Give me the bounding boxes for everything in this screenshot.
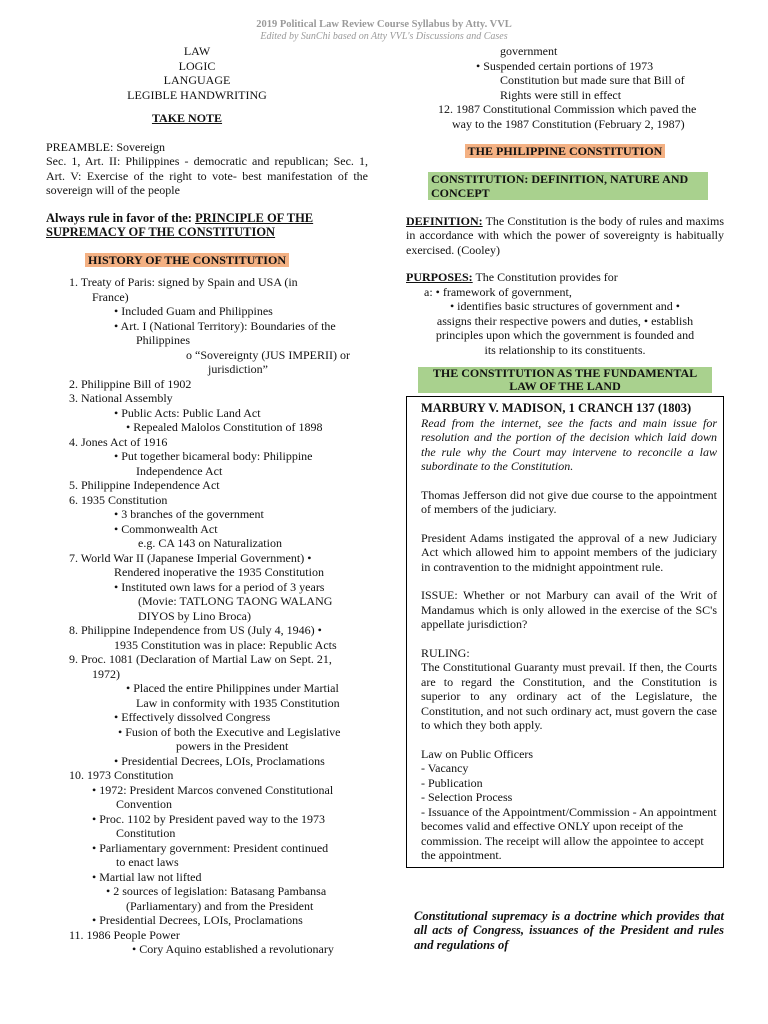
public-officers-label: Law on Public Officers — [421, 746, 534, 761]
continuation-line: government — [500, 44, 558, 58]
definition-label: DEFINITION: — [406, 213, 483, 228]
history-line: e.g. CA 143 on Naturalization — [138, 536, 282, 550]
purposes-line: a: • framework of government, — [424, 284, 572, 299]
purposes-list — [406, 285, 724, 358]
history-line: Constitution — [116, 826, 176, 840]
history-line: • Presidential Decrees, LOIs, Proclamations — [92, 913, 303, 927]
purposes-line: assigns their respective powers and duties, • establish — [436, 313, 694, 328]
purposes-label: PURPOSES: — [406, 270, 473, 284]
purposes-line: • identifies basic structures of government and • — [449, 299, 680, 313]
intro-item: LANGUAGE — [163, 73, 231, 87]
history-line: • Public Acts: Public Land Act — [114, 405, 261, 420]
history-line: 1. Treaty of Paris: signed by Spain and USA (in — [69, 275, 298, 289]
continuation-list — [406, 44, 724, 131]
history-line: 1935 Constitution was in place: Republic Acts — [114, 637, 337, 652]
purposes-paragraph — [406, 270, 724, 285]
case-issue: ISSUE: Whether or not Marbury can avail of the Writ of Mandamus which is only allowed in the exercise of the SC's appellate jurisdiction? — [421, 588, 717, 631]
document-header-subtitle: Edited by SunChi based on Atty VVL's Discussions and Cases — [260, 31, 508, 42]
history-line: 5. Philippine Independence Act — [69, 478, 220, 492]
history-line: • Fusion of both the Executive and Legislative — [118, 724, 341, 739]
history-line: 7. World War II (Japanese Imperial Government) • — [69, 550, 312, 565]
history-line: • Commonwealth Act — [114, 521, 218, 536]
marbury-case-box — [406, 396, 724, 868]
case-facts-1: Thomas Jefferson did not give due course to the appointment of members of the judiciary. — [421, 487, 717, 516]
fundamental-law-heading: THE CONSTITUTION AS THE FUNDAMENTAL LAW OF THE LAND — [418, 367, 712, 393]
history-line: • Placed the entire Philippines under Martial — [126, 681, 339, 695]
history-line: jurisdiction” — [208, 362, 268, 376]
case-title: MARBURY V. MADISON, 1 CRANCH 137 (1803) — [421, 401, 692, 415]
history-line: 11. 1986 People Power — [69, 927, 180, 942]
public-officers-item: - Selection Process — [421, 790, 513, 804]
public-officers-item: - Publication — [421, 775, 483, 790]
continuation-line: 12. 1987 Constitutional Commission which paved the — [438, 102, 697, 116]
history-line: (Parliamentary) and from the President — [126, 898, 314, 913]
public-officers-item: - Vacancy — [421, 761, 469, 775]
history-line: • Put together bicameral body: Philippine — [114, 449, 313, 463]
philippine-constitution-heading: THE PHILIPPINE CONSTITUTION — [465, 144, 666, 158]
history-line: o “Sovereignty (JUS IMPERII) or — [186, 347, 350, 362]
history-line: Philippines — [136, 333, 191, 347]
intro-item: LOGIC — [178, 58, 216, 73]
history-line: to enact laws — [116, 855, 179, 869]
supremacy-principle: PRINCIPLE OF THE SUPREMACY OF THE CONSTITUTION — [46, 210, 314, 239]
case-note: Read from the internet, see the facts and main issue for resolution and the portion of the decision which laid down the rule why the Court may intervene to reconcile a law subordinate to the Constitution. — [421, 415, 717, 473]
history-line: France) — [92, 289, 129, 304]
continuation-line: way to the 1987 Constitution (February 2, 1987) — [452, 116, 685, 131]
history-line: • 3 branches of the government — [114, 507, 264, 521]
take-note-heading: TAKE NOTE — [151, 111, 223, 125]
history-line: DIYOS by Lino Broca) — [138, 608, 251, 623]
right-column — [406, 44, 724, 952]
history-line: Law in conformity with 1935 Constitution — [136, 695, 340, 710]
preamble-text: Sec. 1, Art. II: Philippines - democratic and republican; Sec. 1, Art. V: Exercise of the right to vote- best manifestation of the sovereign will of the people — [46, 154, 368, 197]
history-line: 9. Proc. 1081 (Declaration of Martial Law on Sept. 21, — [69, 652, 332, 666]
history-line: Convention — [116, 797, 172, 811]
history-line: powers in the President — [176, 739, 289, 753]
history-line: • Martial law not lifted — [92, 869, 202, 884]
history-line: (Movie: TATLONG TAONG WALANG — [138, 594, 333, 608]
history-line: 1972) — [92, 666, 120, 681]
definition-text: The Constitution is the body of rules and maxims in accordance with which the power of sovereignty is habitually exercised. (Cooley) — [406, 213, 724, 257]
history-line: 6. 1935 Constitution — [69, 492, 168, 507]
history-line: • Parliamentary government: President continued — [92, 840, 329, 855]
definition-paragraph — [406, 214, 724, 258]
history-line: 10. 1973 Constitution — [69, 768, 174, 782]
history-line: • Repealed Malolos Constitution of 1898 — [126, 420, 323, 434]
public-officers-issuance: - Issuance of the Appointment/Commission - An appointment becomes valid and effective ONLY upon receipt of the commission. The receipt will allow the appointee to accept the appointment. — [421, 804, 717, 862]
preamble-label: PREAMBLE: Sovereign — [46, 139, 165, 154]
intro-item: LEGIBLE HANDWRITING — [127, 87, 267, 102]
continuation-line: Rights were still in effect — [500, 87, 622, 102]
constitutional-supremacy-text: Constitutional supremacy is a doctrine which provides that all acts of Congress, issuances of the President and rules and regulations of — [414, 908, 724, 952]
history-line: • Proc. 1102 by President paved way to the 1973 — [92, 811, 326, 826]
case-ruling: The Constitutional Guaranty must prevail. If then, the Courts are to regard the Constitution, and the Constitution is superior to any ordinary act of the Legislature, the Constitution, and not such ordinary act, must govern the case to which they both apply. — [421, 660, 717, 732]
history-line: 3. National Assembly — [69, 391, 173, 405]
history-line: Rendered inoperative the 1935 Constitution — [114, 565, 324, 579]
history-line: 8. Philippine Independence from US (July 4, 1946) • — [69, 623, 322, 637]
history-line: • 2 sources of legislation: Batasang Pambansa — [106, 884, 327, 898]
purposes-line: its relationship to its constituents. — [484, 342, 646, 357]
ruling-label: RULING: — [421, 645, 470, 660]
history-line: • Effectively dissolved Congress — [114, 710, 271, 724]
intro-list — [26, 44, 368, 102]
always-rule-prefix: Always rule in favor of the: — [46, 210, 196, 225]
left-column — [46, 44, 368, 957]
history-line: • 1972: President Marcos convened Constitutional — [92, 782, 334, 797]
history-heading: HISTORY OF THE CONSTITUTION — [85, 253, 289, 267]
history-line: 4. Jones Act of 1916 — [69, 434, 168, 449]
history-line: • Included Guam and Philippines — [114, 304, 273, 318]
history-line: Independence Act — [136, 463, 223, 478]
case-facts-2: President Adams instigated the approval of a new Judiciary Act which allowed him to appoint members of the judiciary in contravention to the midnight appointment rule. — [421, 530, 717, 574]
definition-nature-heading: CONSTITUTION: DEFINITION, NATURE AND CONCEPT — [428, 172, 708, 200]
history-list — [46, 275, 368, 957]
history-line: • Presidential Decrees, LOIs, Proclamations — [114, 753, 325, 768]
purposes-text: The Constitution provides for — [472, 270, 618, 284]
history-line: • Cory Aquino established a revolutionary — [132, 942, 334, 956]
document-header-title: 2019 Political Law Review Course Syllabus by Atty. VVL — [256, 19, 512, 30]
always-rule — [46, 211, 368, 240]
history-line: • Art. I (National Territory): Boundaries of the — [114, 318, 336, 333]
history-line: • Instituted own laws for a period of 3 years — [114, 579, 325, 594]
continuation-line: Constitution but made sure that Bill of — [500, 73, 685, 87]
intro-item: LAW — [183, 44, 211, 58]
purposes-line: principles upon which the government is founded and — [435, 328, 695, 342]
continuation-line: • Suspended certain portions of 1973 — [476, 58, 654, 73]
history-line: 2. Philippine Bill of 1902 — [69, 376, 192, 391]
